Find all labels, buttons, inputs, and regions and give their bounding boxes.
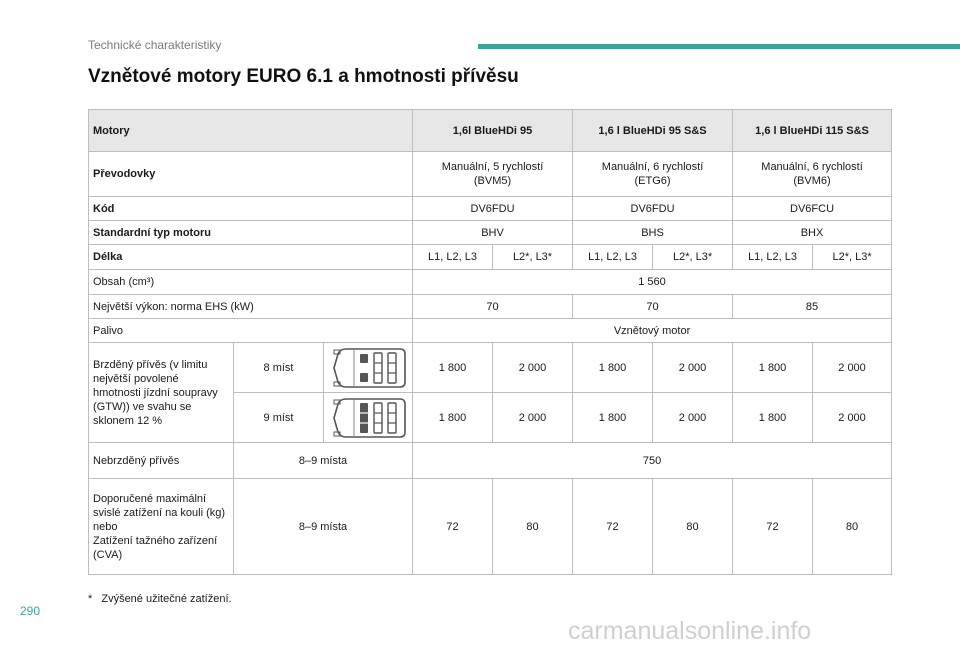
- unbraked-seats: 8–9 místa: [234, 443, 413, 479]
- code-value-3: DV6FCU: [733, 197, 892, 221]
- table-row-code: [89, 197, 892, 221]
- length-value-5: L1, L2, L3: [733, 245, 813, 270]
- row-label-engines: Motory: [89, 110, 413, 152]
- row-label-gearbox: Převodovky: [89, 152, 413, 197]
- power-value-3: 85: [733, 295, 892, 319]
- noseload-value-4: 80: [653, 479, 733, 575]
- braked-9-value-6: 2 000: [813, 393, 892, 443]
- row-label-noseload: Doporučené maximální svislé zatížení na kouli (kg) nebo Zatížení tažného zařízení (CVA): [89, 479, 234, 575]
- braked-9-value-3: 1 800: [573, 393, 653, 443]
- braked-8-value-3: 1 800: [573, 343, 653, 393]
- section-header: Technické charakteristiky: [88, 38, 222, 52]
- row-label-fuel: Palivo: [89, 319, 413, 343]
- page-number: 290: [20, 604, 41, 618]
- length-value-1: L1, L2, L3: [413, 245, 493, 270]
- seats-9: 9 míst: [234, 393, 324, 443]
- row-label-displacement: Obsah (cm³): [89, 270, 413, 295]
- gearbox-value-3: Manuální, 6 rychlostí (BVM6): [733, 152, 892, 197]
- table-row-power: [89, 295, 892, 319]
- footnote-mark: *: [88, 593, 93, 605]
- length-value-2: L2*, L3*: [493, 245, 573, 270]
- table-row-fuel: [89, 319, 892, 343]
- watermark: carmanualsonline.info: [568, 617, 812, 645]
- header-accent-bar: [478, 44, 960, 49]
- table-row-std-type: [89, 221, 892, 245]
- page-title: Vznětové motory EURO 6.1 a hmotnosti přívěsu: [88, 66, 519, 87]
- engine-header-1: 1,6l BlueHDi 95: [413, 110, 573, 152]
- row-label-power: Největší výkon: norma EHS (kW): [89, 295, 413, 319]
- van-9-seats-icon: [324, 393, 413, 443]
- row-label-length: Délka: [89, 245, 413, 270]
- unbraked-value: 750: [413, 443, 892, 479]
- row-label-unbraked: Nebrzděný přívěs: [89, 443, 234, 479]
- gearbox-value-2: Manuální, 6 rychlostí (ETG6): [573, 152, 733, 197]
- braked-8-value-1: 1 800: [413, 343, 493, 393]
- braked-8-value-5: 1 800: [733, 343, 813, 393]
- engine-header-2: 1,6 l BlueHDi 95 S&S: [573, 110, 733, 152]
- braked-9-value-5: 1 800: [733, 393, 813, 443]
- row-label-code: Kód: [89, 197, 413, 221]
- noseload-value-2: 80: [493, 479, 573, 575]
- power-value-2: 70: [573, 295, 733, 319]
- braked-9-value-4: 2 000: [653, 393, 733, 443]
- spec-table: [88, 109, 892, 575]
- van-8-seats-icon: [324, 343, 413, 393]
- std-type-value-2: BHS: [573, 221, 733, 245]
- code-value-1: DV6FDU: [413, 197, 573, 221]
- noseload-value-6: 80: [813, 479, 892, 575]
- row-label-braked-trailer: Brzděný přívěs (v limitu největší povolené hmotnosti jízdní soupravy (GTW)) ve svahu se sklonem 12 %: [89, 343, 234, 443]
- length-value-4: L2*, L3*: [653, 245, 733, 270]
- table-row-length: [89, 245, 892, 270]
- power-value-1: 70: [413, 295, 573, 319]
- engine-header-3: 1,6 l BlueHDi 115 S&S: [733, 110, 892, 152]
- table-row-displacement: [89, 270, 892, 295]
- noseload-value-5: 72: [733, 479, 813, 575]
- fuel-value: Vznětový motor: [413, 319, 892, 343]
- braked-8-value-6: 2 000: [813, 343, 892, 393]
- length-value-3: L1, L2, L3: [573, 245, 653, 270]
- noseload-seats: 8–9 místa: [234, 479, 413, 575]
- footnote: [88, 593, 232, 605]
- row-label-std-type: Standardní typ motoru: [89, 221, 413, 245]
- length-value-6: L2*, L3*: [813, 245, 892, 270]
- code-value-2: DV6FDU: [573, 197, 733, 221]
- braked-9-value-2: 2 000: [493, 393, 573, 443]
- braked-8-value-2: 2 000: [493, 343, 573, 393]
- table-row-unbraked: [89, 443, 892, 479]
- braked-9-value-1: 1 800: [413, 393, 493, 443]
- noseload-value-3: 72: [573, 479, 653, 575]
- gearbox-value-1: Manuální, 5 rychlostí (BVM5): [413, 152, 573, 197]
- noseload-value-1: 72: [413, 479, 493, 575]
- table-row-braked-8: [89, 343, 892, 393]
- table-row-gearbox: [89, 152, 892, 197]
- std-type-value-1: BHV: [413, 221, 573, 245]
- footnote-text: Zvýšené užitečné zatížení.: [101, 593, 232, 605]
- table-row-noseload: [89, 479, 892, 575]
- seats-8: 8 míst: [234, 343, 324, 393]
- braked-8-value-4: 2 000: [653, 343, 733, 393]
- table-row-engines: [89, 110, 892, 152]
- displacement-value: 1 560: [413, 270, 892, 295]
- std-type-value-3: BHX: [733, 221, 892, 245]
